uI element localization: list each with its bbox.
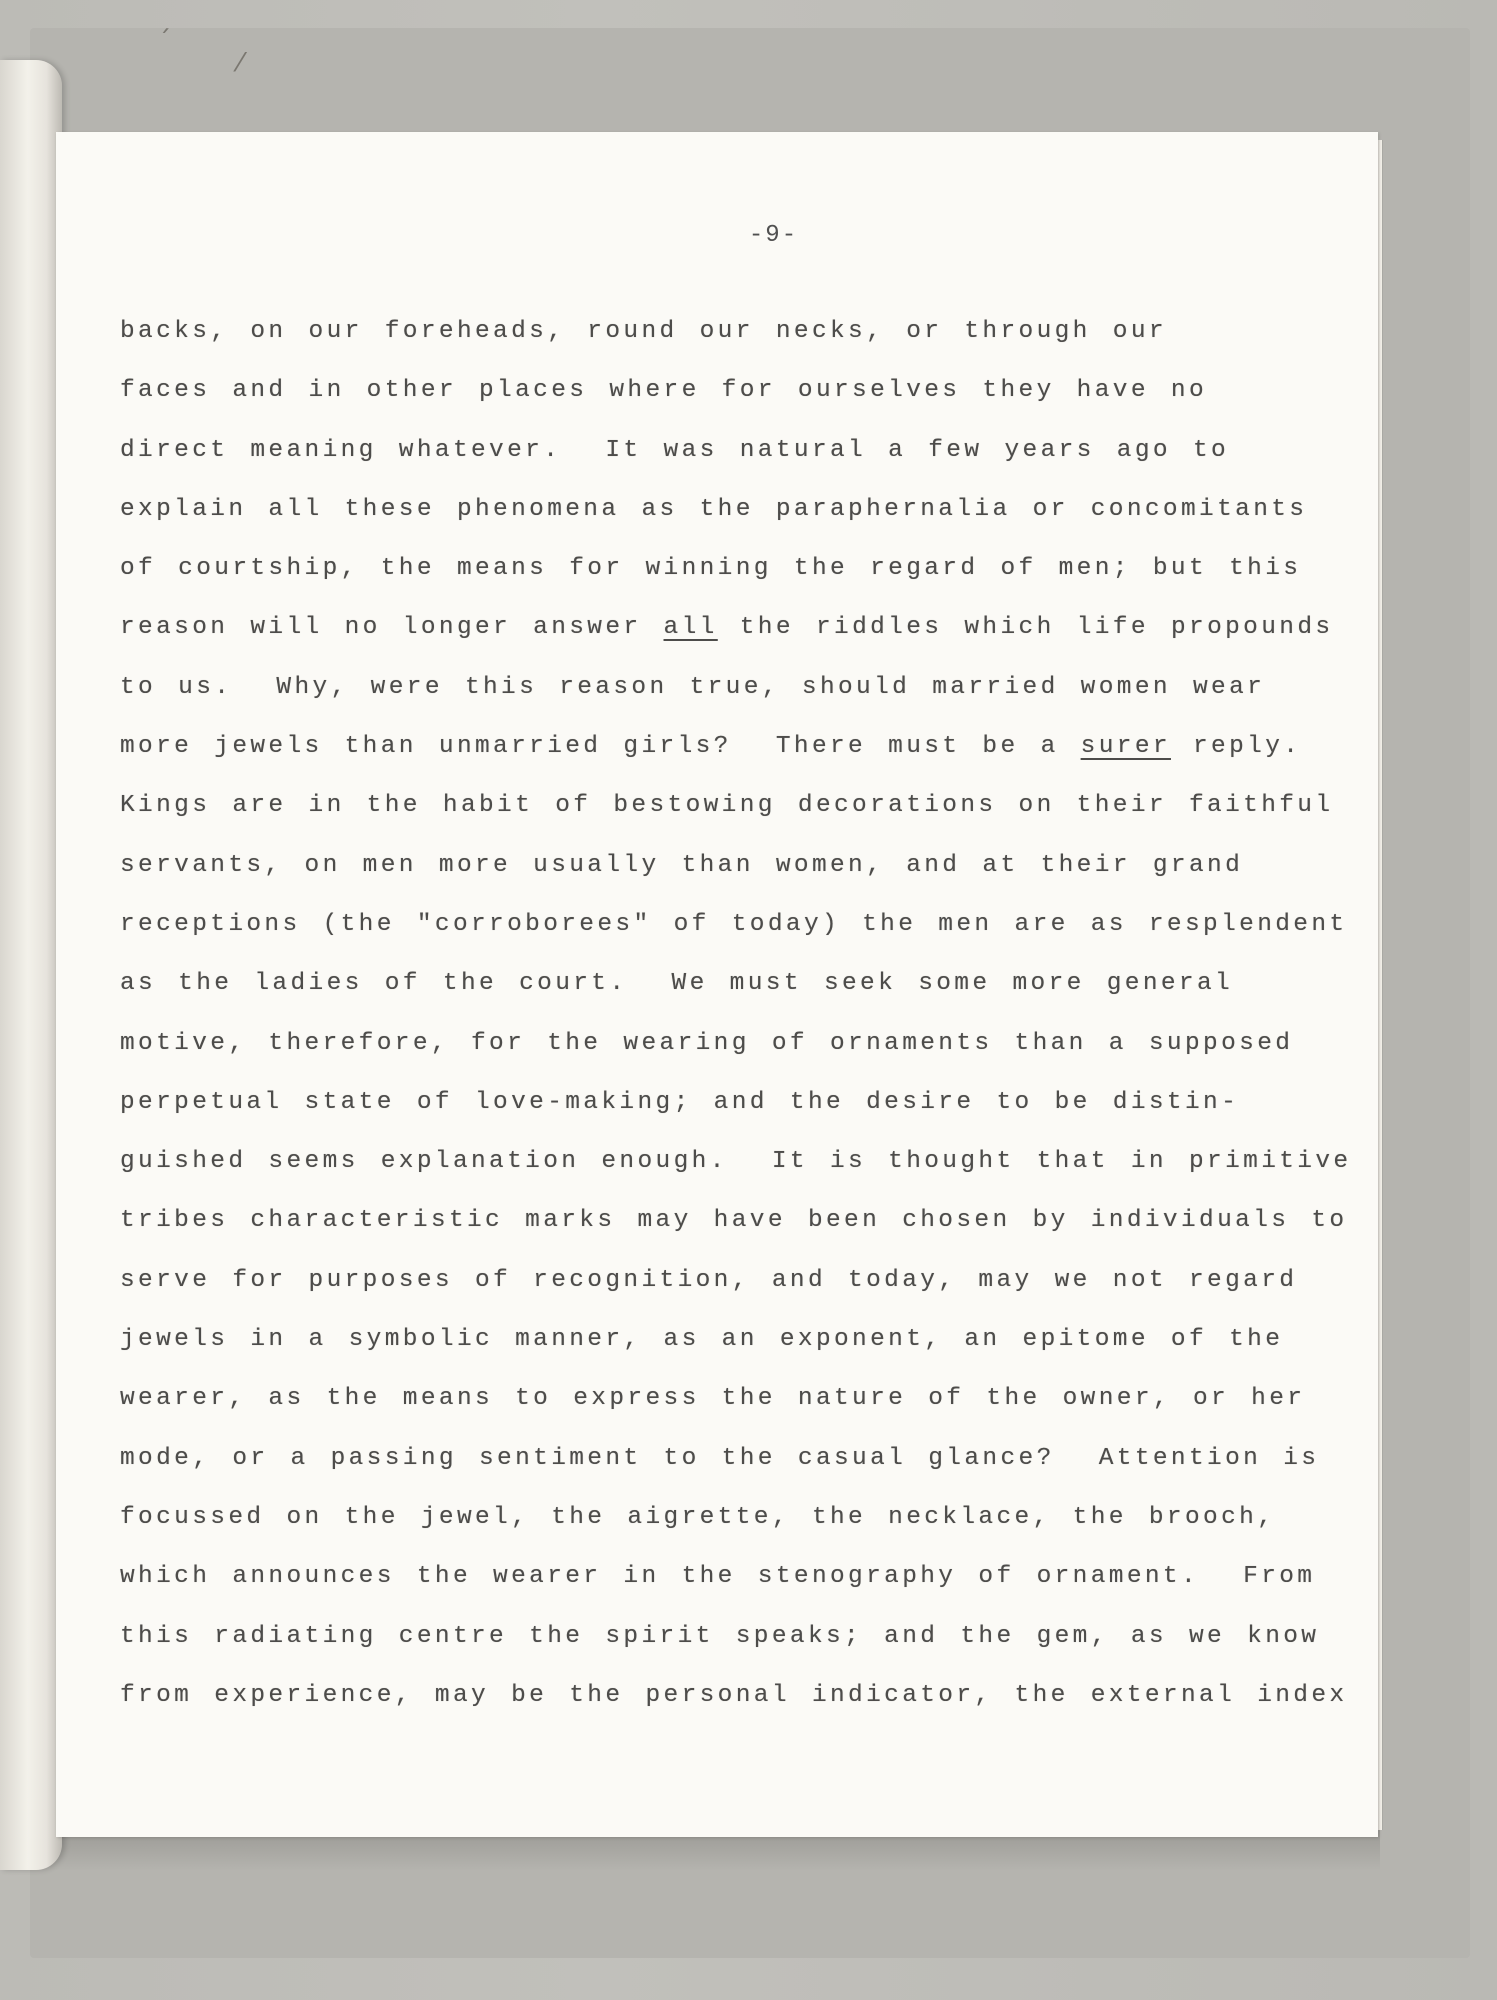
text-segment: jewels in a symbolic manner, as an exponent, an epitome of the: [120, 1326, 1284, 1354]
text-segment: reply.: [1170, 733, 1302, 761]
text-segment: servants, on men more usually than women, and at their grand: [120, 851, 1244, 879]
text-segment: receptions (the "corroborees" of today) the men are as resplendent: [120, 910, 1348, 938]
text-line: [120, 905, 1348, 964]
pencil-mark: ⁄: [238, 48, 243, 78]
text-line: [120, 727, 1320, 786]
text-line: [120, 312, 1320, 371]
page-number: -9-: [748, 222, 799, 249]
text-segment: Kings are in the habit of bestowing decorations on their faithful: [120, 792, 1334, 820]
text-line: [120, 1142, 1352, 1201]
text-segment: perpetual state of love-making; and the desire to be distin-: [120, 1088, 1240, 1116]
text-segment: wearer, as the means to express the nature of the owner, or her: [120, 1385, 1306, 1413]
text-line: [120, 846, 1320, 905]
text-segment: from experience, may be the personal indicator, the external index: [120, 1681, 1348, 1709]
text-segment: reason will no longer answer: [120, 614, 664, 642]
text-segment: faces and in other places where for ourselves they have no: [120, 377, 1208, 405]
facing-page-curl: [0, 60, 62, 1870]
text-line: [120, 1557, 1320, 1616]
text-segment: to us. Why, were this reason true, should married women wear: [120, 673, 1266, 701]
text-line: [120, 668, 1320, 727]
underlined-word: all: [663, 614, 718, 642]
text-segment: tribes characteristic marks may have been chosen by individuals to: [120, 1207, 1348, 1235]
text-line: [120, 431, 1320, 490]
text-segment: guished seems explanation enough. It is thought that in primitive: [120, 1148, 1352, 1176]
text-line: [120, 1498, 1320, 1557]
text-segment: this radiating centre the spirit speaks; and the gem, as we know: [120, 1622, 1320, 1650]
text-line: [120, 1379, 1320, 1438]
text-segment: explain all these phenomena as the paraphernalia or concomitants: [120, 495, 1308, 523]
text-line: [120, 1617, 1320, 1676]
text-line: [120, 490, 1320, 549]
text-line: [120, 1083, 1320, 1142]
text-segment: direct meaning whatever. It was natural a few years ago to: [120, 436, 1230, 464]
text-segment: as the ladies of the court. We must seek some more general: [120, 970, 1234, 998]
text-line: [120, 1439, 1320, 1498]
text-segment: backs, on our foreheads, round our necks, or through our: [120, 318, 1167, 345]
text-segment: more jewels than unmarried girls? There must be a: [120, 733, 1081, 761]
underlined-word: surer: [1080, 733, 1171, 761]
text-line: [120, 1261, 1320, 1320]
text-line: [120, 964, 1320, 1023]
text-line: [120, 1024, 1320, 1083]
text-line: [120, 371, 1320, 430]
text-segment: motive, therefore, for the wearing of ornaments than a supposed: [120, 1029, 1294, 1057]
text-line: [120, 549, 1320, 608]
text-line: [120, 1676, 1348, 1735]
text-segment: mode, or a passing sentiment to the casual glance? Attention is: [120, 1444, 1320, 1472]
text-line: [120, 786, 1334, 845]
text-line: [120, 1320, 1320, 1379]
text-segment: of courtship, the means for winning the regard of men; but this: [120, 555, 1302, 583]
text-line: [120, 1201, 1348, 1260]
text-segment: focussed on the jewel, the aigrette, the necklace, the brooch,: [120, 1503, 1276, 1531]
pencil-mark: ˊ: [158, 26, 171, 56]
text-line: [120, 608, 1334, 667]
text-segment: serve for purposes of recognition, and today, may we not regard: [120, 1266, 1298, 1294]
text-segment: the riddles which life propounds: [717, 614, 1334, 642]
body-text: [120, 312, 1352, 1735]
text-segment: which announces the wearer in the stenography of ornament. From: [120, 1563, 1316, 1591]
